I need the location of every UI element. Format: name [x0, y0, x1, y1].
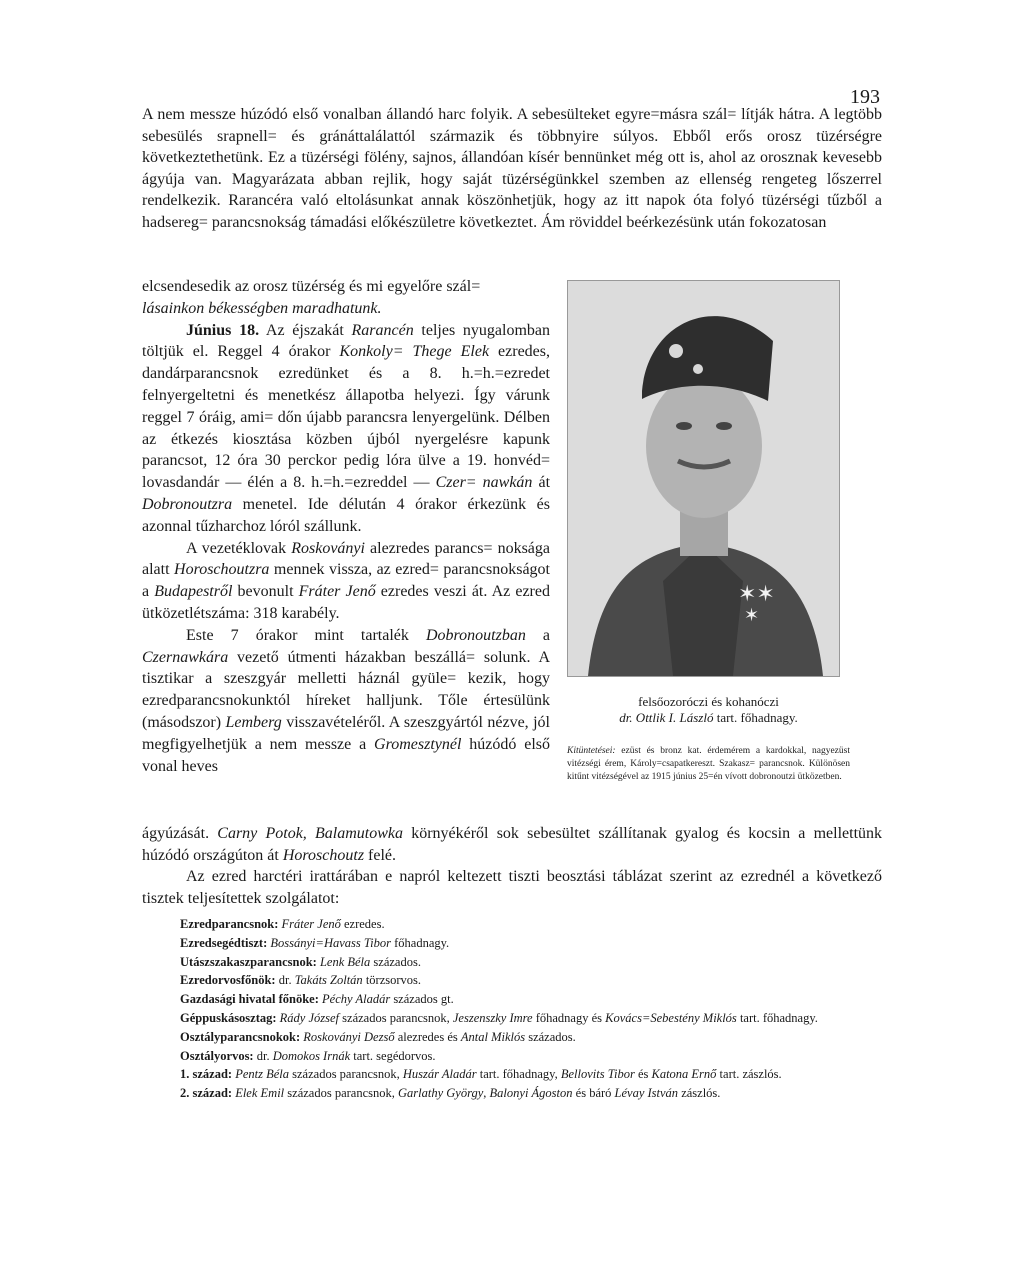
roster-role: Osztályparancsnokok:: [180, 1029, 304, 1044]
roster-role: Ezredorvosfőnök:: [180, 973, 279, 988]
roster-entry: 1. század: Pentz Béla százados parancsnok, Huszár Aladár tart. főhadnagy, Bellovits Tibor és Katona Ernő tart. zászlós.: [180, 1067, 782, 1082]
roster-entry: 2. század: Elek Emil százados parancsnok, Garlathy György, Balonyi Ágoston és báró Lévay István zászlós.: [180, 1086, 721, 1101]
roster-entry: Gazdasági hivatal főnöke: Péchy Aladár százados gt.: [180, 992, 454, 1007]
roster-entry: Ezredsegédtiszt: Bossányi=Havass Tibor főhadnagy.: [180, 935, 450, 950]
column-line-2: lásainkon békességben maradhatunk.: [142, 299, 382, 317]
intro-paragraph: A nem messze húzódó első vonalban állandó harc folyik. A sebesülteket egyre=másra szál= lítják hátra. A legtöbb sebesülés srapnell= és gránáttalálattól származik és többnyire súlyos. Ebből erős orosz tüzérségre következtethetünk. Ez a tüzérségi fölény, sajnos, állandóan kísér bennünket még ott is, ahol az orosznak kevesebb ágyúja van. Magyarázata abban rejlik, hogy saját tüzérségünkkel szemben az ellenség rengeteg lőszerrel rendelkezik. Rarancéra való eltolásunkat annak köszönhetjük, hogy az itt napok óta folyó tüzérségi tűzből a hadsereg= parancsnokság támadási előkészületre következtet. Ám röviddel beérkezésünk után fokozatosan: [142, 106, 882, 231]
roster-role: 1. század:: [180, 1067, 236, 1082]
roster-entry: Géppuskásosztag: Rády József százados parancsnok, Jeszenszky Imre főhadnagy és Kovács=Sebestény Miklós tart. főhadnagy.: [180, 1010, 818, 1025]
roster-role: Osztályorvos:: [180, 1048, 257, 1063]
roster-role: Ezredparancsnok:: [180, 917, 282, 931]
roster-role: Utászszakaszparancsnok:: [180, 954, 320, 969]
page-number: 193: [850, 86, 880, 108]
portrait-caption: felsőozoróczi és kohanóczi dr. Ottlik I. László tart. főhadnagy.: [619, 694, 798, 725]
portrait-image: [568, 281, 839, 676]
officer-roster: [142, 915, 882, 1103]
portrait-decorations-note: Kitüntetései: ezüst és bronz kat. érdemérem a kardokkal, nagyezüst vitézségi érem, Károly=csapatkereszt. Szakasz= parancsnok. Különösen kitűnt vitézségével az 1915 június 25=én vívott dobronoutzi ütközetben.: [567, 746, 850, 782]
date-heading: Június 18.: [186, 321, 260, 339]
roster-entry: Osztályparancsnokok: Roskoványi Dezső alezredes és Antal Miklós százados.: [180, 1029, 576, 1044]
roster-role: Ezredsegédtiszt:: [180, 935, 271, 950]
paragraph-evening: Este 7 órakor mint tartalék Dobronoutzban a Czernawkára vezető útmenti házakban beszállá= solunk. A tisztikar a szeszgyár melletti háznál gyüle= kezik, hogy ezredparancsnokunktól híreket halljunk. Tőle értesülünk (másodszor) Lemberg visszavételéről. A szeszgyártól nézve, jól megfigyelhetjük a nem messze a Gromesztynél húzódó első vonal heves: [142, 626, 551, 775]
roster-entry: Osztályorvos: dr. Domokos Irnák tart. segédorvos.: [180, 1048, 436, 1063]
svg-text:✶✶: ✶✶: [738, 582, 775, 607]
roster-role: Gazdasági hivatal főnöke:: [180, 992, 323, 1007]
left-column: [142, 276, 550, 777]
paragraph-evening-continued: ágyúzását. Carny Potok, Balamutowka környékéről sok sebesültet szállítanak gyalog és kocsin a mellettünk húzódó országúton át Horoschoutz felé.: [142, 825, 883, 864]
paragraph-june-18: Június 18. Az éjszakát Rarancén teljes nyugalomban töltjük el. Reggel 4 órakor Konkoly= Thege Elek ezredes, dandárparancsnok ezredünket és a 8. h.=h.=ezredet felnyergeltetni és menetkész állapotba helyezi. Így várunk reggel 7 óráig, ami= dőn újabb parancsra lenyergelünk. Délben az étkezés kiosztása közben újból nyergelésre kapunk parancsot, 12 óra 30 perckor pedig lóra ülve a 19. honvéd= lovasdandár — élén a 8. h.=h.=ezreddel — Czer= nawkán át Dobronoutzra menetel. Ide délután 4 órakor érkezünk és azonnal tűzharchoz lóról szállunk.: [142, 321, 551, 535]
roster-entry: Ezredorvosfőnök: dr. Takáts Zoltán törzsorvos.: [180, 973, 422, 988]
paragraph-archive: Az ezred harctéri irattárában e napról keltezett tiszti beosztási táblázat szerint az ezrednél a következő tisztek teljesítettek szolgálatot:: [142, 868, 882, 907]
officer-portrait: [567, 280, 840, 677]
roster-role: 2. század:: [180, 1086, 236, 1101]
roster-role: Géppuskásosztag:: [180, 1010, 280, 1025]
roster-entry: Ezredparancsnok: Fráter Jenő ezredes.: [180, 917, 385, 931]
roster-entry: Utászszakaszparancsnok: Lenk Béla százados.: [180, 954, 421, 969]
svg-text:✶: ✶: [744, 605, 760, 626]
column-line-1: elcsendesedik az orosz tüzérség és mi egyelőre szál=: [142, 278, 481, 295]
lower-paragraphs: [142, 823, 882, 909]
paragraph-leaders: A vezetéklovak Roskoványi alezredes parancs= noksága alatt Horoschoutzra mennek vissza, az ezred= parancsnokságot a Budapestről bevonult Fráter Jenő ezredes veszi át. Az ezred ütközetlétszáma: 318 karabély.: [142, 539, 550, 622]
